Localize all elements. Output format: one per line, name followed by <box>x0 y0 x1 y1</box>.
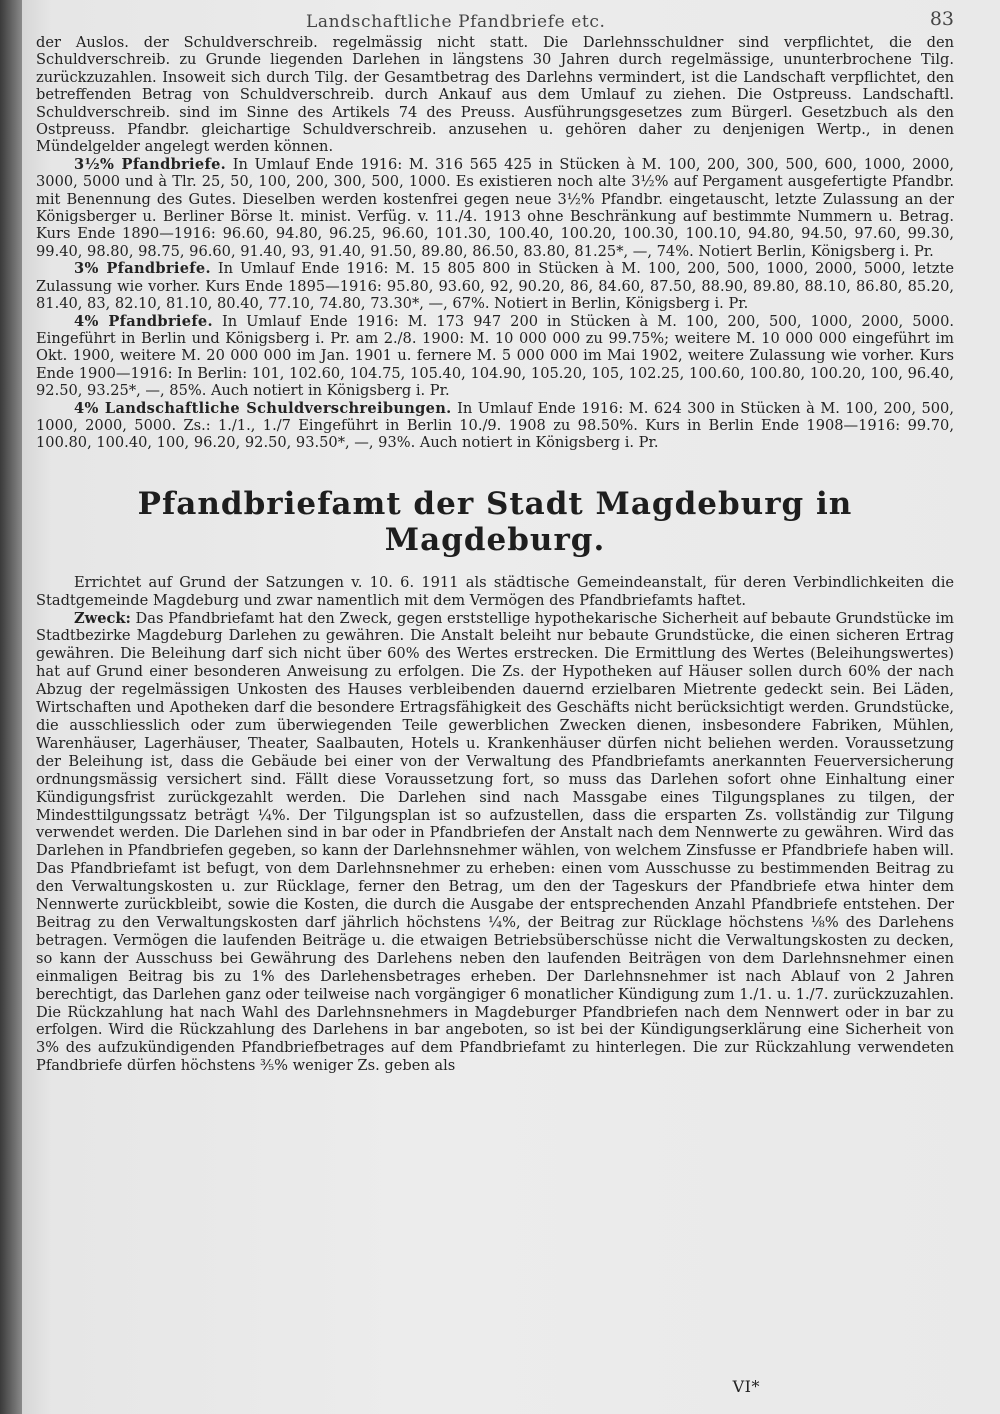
running-header <box>36 4 954 34</box>
pfandbriefe-4-heading: 4% Pfandbriefe. <box>74 312 213 330</box>
pfandbriefe-3-5-heading: 3½% Pfandbriefe. <box>74 155 227 173</box>
pfandbriefe-3-text: In Umlauf Ende 1916: M. 15 805 800 in Stücken à M. 100, 200, 500, 1000, 2000, 5000, letzte Zulassung wie vorher. Kurs Ende 1895—1916: 95.80, 93.60, 92, 90.20, 86, 84.60, 87.50, 88.90, 89.80, 88.10, 86.80, 85.20, 81.40, 83, 82.10, 81.10, 80.40, 77.10, 74.80, 73.30*, —, 67%. Notiert in Berlin, Königsberg i. Pr. <box>36 260 954 313</box>
pfandbriefe-4-text: In Umlauf Ende 1916: M. 173 947 200 in Stücken à M. 100, 200, 500, 1000, 2000, 5000. Eingeführt in Berlin und Königsberg i. Pr. am 2./8. 1900: M. 10 000 000 zu 99.75%; weitere M. 10 000 000 eingeführt im Okt. 1900, weitere M. 20 000 000 im Jan. 1901 u. fernere M. 5 000 000 im Mai 1902, weitere Zulassung wie vorher. Kurs Ende 1900—1916: In Berlin: 101, 102.60, 104.75, 105.40, 104.90, 105.20, 105, 102.25, 100.60, 100.80, 100.20, 100, 96.40, 92.50, 93.25*, —, 85%. Auch notiert in Königsberg i. Pr. <box>36 312 954 400</box>
schuldverschreibungen-paragraph <box>36 400 954 452</box>
page-number: 83 <box>929 8 954 30</box>
purpose-text: Das Pfandbriefamt hat den Zweck, gegen erststellige hypothekarische Sicherheit auf bebaute Grundstücke im Stadtbezirke Magdeburg Darlehen zu gewähren. Die Anstalt beleiht nur bebaute Grundstücke, die einen sicheren Ertrag gewähren. Die Beleihung darf sich nicht über 60% des Wertes erstrecken. Die Ermittlung des Wertes (Beleihungswertes) hat auf Grund einer besonderen Anweisung zu erfolgen. Die Zs. der Hypotheken auf Häuser sollen durch 60% der nach Abzug der regelmässigen Unkosten des Hauses verbleibenden dauernd erzielbaren Mietrente gedeckt sein. Bei Läden, Wirtschaften und Apotheken darf die besondere Ertragsfähigkeit des Geschäfts nicht berücksichtigt werden. Grundstücke, die ausschliesslich oder zum überwiegenden Teile gewerblichen Zwecken dienen, insbesondere Fabriken, Mühlen, Warenhäuser, Lagerhäuser, Theater, Saalbauten, Hotels u. Krankenhäuser dürfen nicht beliehen werden. Voraussetzung der Beleihung ist, dass die Gebäude bei einer von der Verwaltung des Pfandbriefamts anerkannten Feuerversicherung ordnungsmässig versichert sind. Fällt diese Voraussetzung fort, so muss das Darlehen sofort ohne Einhaltung einer Kündigungsfrist zurückgezahlt werden. Die Darlehen sind nach Massgabe eines Tilgungsplanes zu tilgen, der Mindesttilgungssatz beträgt ¼%. Der Tilgungsplan ist so aufzustellen, dass die ersparten Zs. vollständig zur Tilgung verwendet werden. Die Darlehen sind in bar oder in Pfandbriefen der Anstalt nach dem Nennwerte zu gewähren. Wird das Darlehen in Pfandbriefen gegeben, so kann der Darlehnsnehmer wählen, von welchem Zinsfusse er Pfandbriefe haben will. Das Pfandbriefamt ist befugt, von dem Darlehnsnehmer zu erheben: einen vom Ausschusse zu bestimmenden Beitrag zu den Verwaltungskosten u. zur Rücklage, ferner den Betrag, um den der Tageskurs der Pfandbriefe etwa hinter dem Nennwerte zurückbleibt, sowie die Kosten, die durch die Ausgabe der entsprechenden Anzahl Pfandbriefe entstehen. Der Beitrag zu den Verwaltungskosten darf jährlich höchstens ¼%, der Beitrag zur Rücklage höchstens ⅛% des Darlehens betragen. Vermögen die laufenden Beiträge u. die etwaigen Betriebsüberschüsse nicht die Verwaltungskosten zu decken, so kann der Ausschuss bei Gewährung des Darlehens neben den laufenden Beiträgen von dem Darlehnsnehmer einen einmaligen Beitrag bis zu 1% des Darlehensbetrages erheben. Der Darlehnsnehmer ist nach Ablauf von 2 Jahren berechtigt, das Darlehen ganz oder teilweise nach vorgängiger 6 monatlicher Kündigung zum 1./1. u. 1./7. zurückzuzahlen. Die Rückzahlung hat nach Wahl des Darlehnsnehmers in Magdeburger Pfandbriefen nach dem Nennwert oder in bar zu erfolgen. Wird die Rückzahlung des Darlehens in bar angeboten, so ist bei der Kündigungserklärung eine Sicherheit von 3% des aufzukündigenden Pfandbriefbetrages auf dem Pfandbriefamt zu hinterlegen. Die zur Rückzahlung verwendeten Pfandbriefe dürfen höchstens ⅗% weniger Zs. geben als <box>36 609 954 1075</box>
intro-paragraph: der Auslos. der Schuldverschreib. regelmässig nicht statt. Die Darlehnsschuldner sind verpflichtet, die den Schuldverschreib. zu Grunde liegenden Darlehen in längstens 30 Jahren durch regelmässige, ununterbrochene Tilg. zurückzuzahlen. Insoweit sich durch Tilg. der Gesamtbetrag des Darlehns vermindert, ist die Landschaft verpflichtet, den betreffenden Betrag von Schuldverschreib. durch Ankauf aus dem Umlauf zu ziehen. Die Ostpreuss. Landschaftl. Schuldverschreib. sind im Sinne des Artikels 74 des Preuss. Ausführungsgesetzes zum Bürgerl. Gesetzbuch als den Ostpreuss. Pfandbr. gleichartige Schuldverschreib. anzusehen u. gehören daher zu denjenigen Wertp., in denen Mündelgelder angelegt werden können. <box>36 34 954 156</box>
schuldverschreibungen-heading: 4% Landschaftliche Schuldverschreibungen. <box>74 399 452 417</box>
book-spine-shadow <box>0 0 22 1414</box>
schuldverschreibungen-text: In Umlauf Ende 1916: M. 624 300 in Stücken à M. 100, 200, 500, 1000, 2000, 5000. Zs.: 1./1., 1./7 Eingeführt in Berlin 10./9. 1908 zu 98.50%. Kurs in Berlin Ende 1908—1916: 99.70, 100.80, 100.40, 100, 96.20, 92.50, 93.50*, —, 93%. Auch notiert in Königsberg i. Pr. <box>36 399 954 452</box>
running-title: Landschaftliche Pfandbriefe etc. <box>306 12 606 32</box>
established-paragraph: Errichtet auf Grund der Satzungen v. 10. 6. 1911 als städtische Gemeindeanstalt, für deren Verbindlichkeiten die Stadtgemeinde Magdeburg und zwar namentlich mit dem Vermögen des Pfandbriefamts haftet. <box>36 573 954 609</box>
top-section <box>36 34 954 452</box>
pfandbriefe-3-paragraph <box>36 260 954 312</box>
pfandbriefe-3-5-text: In Umlauf Ende 1916: M. 316 565 425 in Stücken à M. 100, 200, 300, 500, 600, 1000, 2000, 3000, 5000 und à Tlr. 25, 50, 100, 200, 300, 500, 1000. Es existieren noch alte 3½% auf Pergament ausgefertigte Pfandbr. mit Benennung des Gutes. Dieselben werden kostenfrei gegen neue 3½% Pfandbr. eingetauscht, letzte Zulassung an der Königsberger u. Berliner Börse lt. minist. Verfüg. v. 11./4. 1913 ohne Beschränkung auf bestimmte Nummern u. Betrag. Kurs Ende 1890—1916: 96.60, 94.80, 96.25, 96.60, 101.30, 100.40, 100.20, 100.30, 100.10, 94.80, 94.50, 97.60, 99.30, 99.40, 98.80, 98.75, 96.60, 91.40, 93, 91.40, 91.50, 89.80, 86.50, 83.80, 81.25*, —, 74%. Notiert Berlin, Königsberg i. Pr. <box>36 155 954 260</box>
document-page <box>22 0 1000 1414</box>
pfandbriefe-3-heading: 3% Pfandbriefe. <box>74 260 211 278</box>
purpose-paragraph <box>36 610 954 1076</box>
pfandbriefe-3-5-paragraph <box>36 156 954 260</box>
section-title: Pfandbriefamt der Stadt Magdeburg in Magdeburg. <box>137 485 853 558</box>
signature-mark: VI* <box>732 1377 760 1396</box>
section-body <box>36 574 954 1075</box>
pfandbriefe-4-paragraph <box>36 313 954 400</box>
purpose-label: Zweck: <box>74 609 131 627</box>
